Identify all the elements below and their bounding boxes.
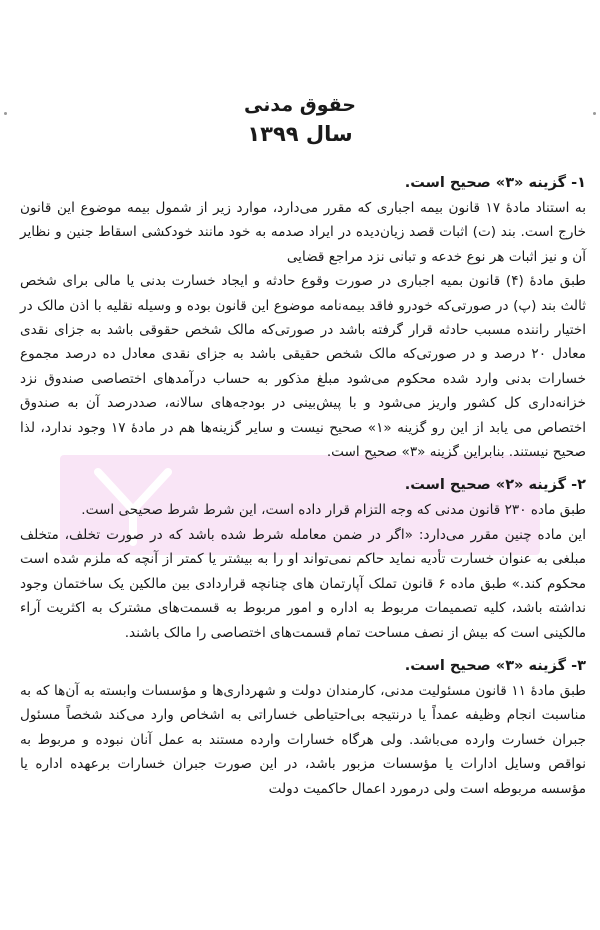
section-3	[20, 653, 586, 801]
paragraph: به استناد مادهٔ ۱۷ قانون بیمه اجباری که مقرر می‌دارد، موارد زیر از شمول بیمه موضوع این قانون خارج است. بند (ت) اثبات قصد زیان‌دیده در ایراد صدمه به خود مانند خودکشی اسقاط جنین و نظایر آن و نیز اثبات هر نوع خدعه و تبانی نزد مراجع قضایی	[20, 200, 586, 265]
page-title: حقوق مدنی	[244, 94, 356, 116]
paragraph: طبق مادهٔ ۱۱ قانون مسئولیت مدنی، کارمندان دولت و شهرداری‌ها و مؤسسات وابسته به آن‌ها که به مناسبت انجام وظیفه عمداً یا درنتیجه بی‌احتیاطی خساراتی به اشخاص وارد می‌کند شخصاً مسئول جبران خسارت وارده می‌باشد. ولی هرگاه خسارات وارده مستند به عمل آنان نبوده و مربوط به نواقص وسایل ادارات یا مؤسسات مزبور باشد، در این صورت جبران خسارات برعهده اداره یا مؤسسه مربوطه است ولی درمورد اعمال حاکمیت دولت	[20, 682, 586, 797]
paragraph: این ماده چنین مقرر می‌دارد: «اگر در ضمن معامله شرط شده باشد که در صورت تخلف، متخلف مبلغی به عنوان خسارت تأدیه نماید حاکم نمی‌تواند او را به بیشتر یا کمتر از آنچه که ملزم شده است محکوم کند.» طبق ماده ۶ قانون تملک آپارتمان های چنانچه قراردادی بین مالکین یک ساختمان وجود نداشته باشد، کلیه تصمیمات مربوط به اداره و امور مربوط به قسمت‌های مشترک به اکثریت آراء مالکینی است که بیش از نصف مساحت تمام قسمت‌های اختصاصی را مالک باشند.	[20, 526, 586, 641]
section-title: ۲- گزینه «۲» صحیح است.	[404, 477, 586, 494]
section-1	[20, 170, 586, 464]
section-title: ۱- گزینه «۳» صحیح است.	[404, 175, 586, 191]
section-title: ۳- گزینه «۳» صحیح است.	[404, 657, 586, 674]
page-subtitle: سال ۱۳۹۹	[247, 122, 353, 146]
paragraph: طبق مادهٔ (۴) قانون بمیه اجباری در صورت وقوع حادثه و ایجاد خسارت بدنی یا مالی برای شخص ثالث بند (پ) در صورتی‌که خودرو فاقد بیمه‌نامه موضوع این قانون بوده و وسیله نقلیه با اذن مالک در اختیار راننده مسبب حادثه قرار گرفته باشد در صورتی‌که مالک شخص حقوقی باشد به جزای نقدی معادل ۲۰ درصد و در صورتی‌که مالک شخص حقیقی باشد به جزای نقدی معادل ده درصد مجموع خسارات بدنی وارد شده محکوم می‌شود مبلغ مذکور به حساب درآمدهای اختصاصی صندوق نزد خزانه‌داری کل کشور واریز می‌شود و با پیش‌بینی در بودجه‌های سالانه، صددرصد آن به صندوق اختصاص می یابد از این رو گزینه «۱» صحیح نیست و سایر گزینه‌ها هم در مادهٔ ۱۷ وجود ندارد، لذا صحیح نیستند. بنابراین گزینه «۳» صحیح است.	[20, 273, 586, 461]
paragraph: طبق ماده ۲۳۰ قانون مدنی که وجه التزام قرار داده است، این شرط شرط صحیحی است.	[81, 502, 586, 519]
document-body	[20, 170, 586, 801]
section-2	[20, 472, 586, 644]
